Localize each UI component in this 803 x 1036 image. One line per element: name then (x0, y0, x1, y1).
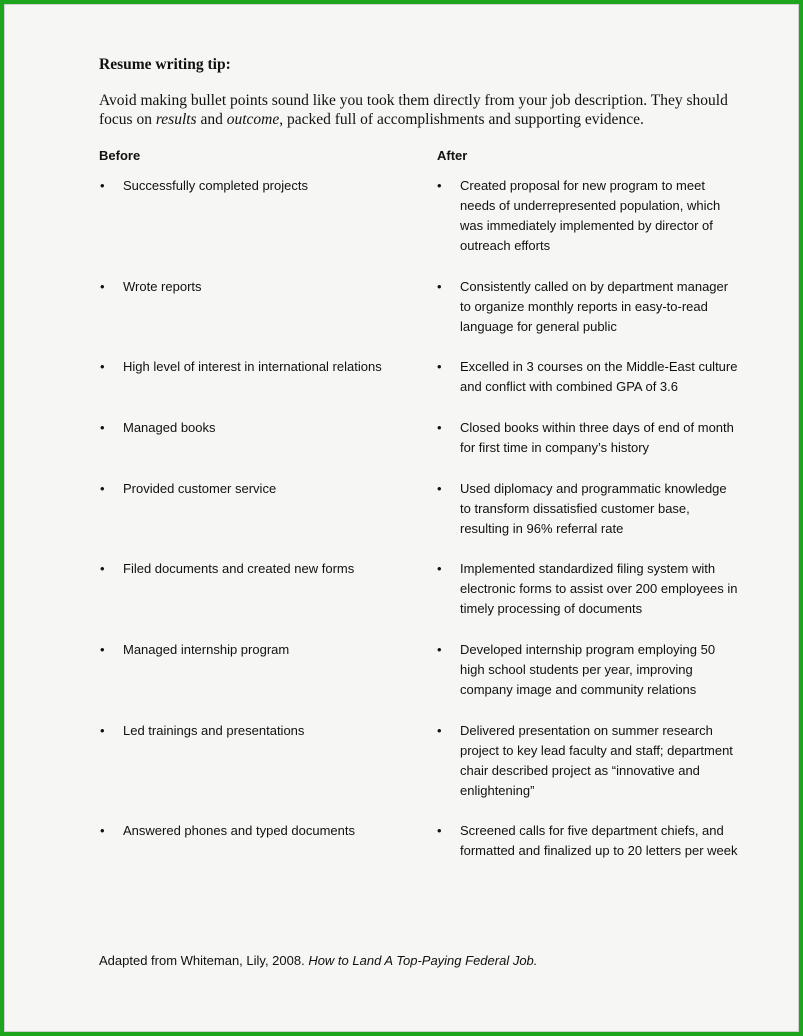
bullet-icon: • (100, 642, 105, 657)
before-item: High level of interest in international relations (123, 359, 382, 374)
bullet-icon: • (100, 178, 105, 193)
before-item: Provided customer service (123, 481, 277, 496)
bullet-icon: • (437, 561, 442, 576)
after-item: Excelled in 3 courses on the Middle-East culture and conflict with combined GPA of 3.6 (460, 359, 738, 394)
bullet-icon: • (437, 723, 442, 738)
bullet-icon: • (437, 642, 442, 657)
bullet-icon: • (100, 823, 105, 838)
after-item: Used diplomacy and programmatic knowledge to transform dissatisfied customer base, resulting in 96% referral rate (460, 481, 727, 536)
before-item: Successfully completed projects (123, 178, 308, 193)
after-item: Implemented standardized filing system with electronic forms to assist over 200 employees in timely processing of documents (460, 561, 738, 616)
citation-text: Adapted from Whiteman, Lily, 2008. (99, 953, 309, 968)
after-column-header: After (437, 148, 468, 163)
intro-paragraph (99, 91, 739, 129)
intro-text-1: Avoid making bullet points sound like you took them directly from your job description. They should focus on (99, 92, 728, 128)
bullet-icon: • (437, 420, 442, 435)
source-citation (99, 953, 537, 968)
bullet-icon: • (437, 279, 442, 294)
after-item: Closed books within three days of end of month for first time in company’s history (460, 420, 734, 455)
bullet-icon: • (100, 723, 105, 738)
bullet-icon: • (437, 178, 442, 193)
after-item: Consistently called on by department manager to organize monthly reports in easy-to-read language for general public (460, 279, 729, 334)
after-item: Delivered presentation on summer research project to key lead faculty and staff; department chair described project as “innovative and enlightening” (460, 723, 733, 798)
before-item: Answered phones and typed documents (123, 823, 355, 838)
after-item: Screened calls for five department chiefs, and formatted and finalized up to 20 letters per week (460, 823, 738, 858)
bullet-icon: • (437, 359, 442, 374)
page-title: Resume writing tip: (99, 56, 231, 73)
after-item: Developed internship program employing 50 high school students per year, improving company image and community relations (460, 642, 716, 697)
before-column-header: Before (99, 148, 141, 163)
before-item: Led trainings and presentations (123, 723, 305, 738)
after-item: Created proposal for new program to meet needs of underrepresented population, which was immediately implemented by director of outreach efforts (460, 178, 721, 253)
bullet-icon: • (100, 359, 105, 374)
intro-emphasis-outcome: outcome (226, 111, 280, 128)
document-page (4, 4, 799, 1032)
intro-text-3: , packed full of accomplishments and supporting evidence. (279, 111, 644, 128)
intro-emphasis-results: results (155, 111, 197, 128)
citation-book-title: How to Land A Top-Paying Federal Job. (308, 953, 538, 968)
intro-text-2: and (196, 111, 227, 128)
bullet-icon: • (437, 823, 442, 838)
bullet-icon: • (100, 561, 105, 576)
bullet-icon: • (100, 481, 105, 496)
before-item: Managed internship program (123, 642, 290, 657)
bullet-icon: • (437, 481, 442, 496)
before-item: Filed documents and created new forms (123, 561, 355, 576)
bullet-icon: • (100, 279, 105, 294)
before-item: Wrote reports (123, 279, 202, 294)
before-item: Managed books (123, 420, 216, 435)
bullet-icon: • (100, 420, 105, 435)
